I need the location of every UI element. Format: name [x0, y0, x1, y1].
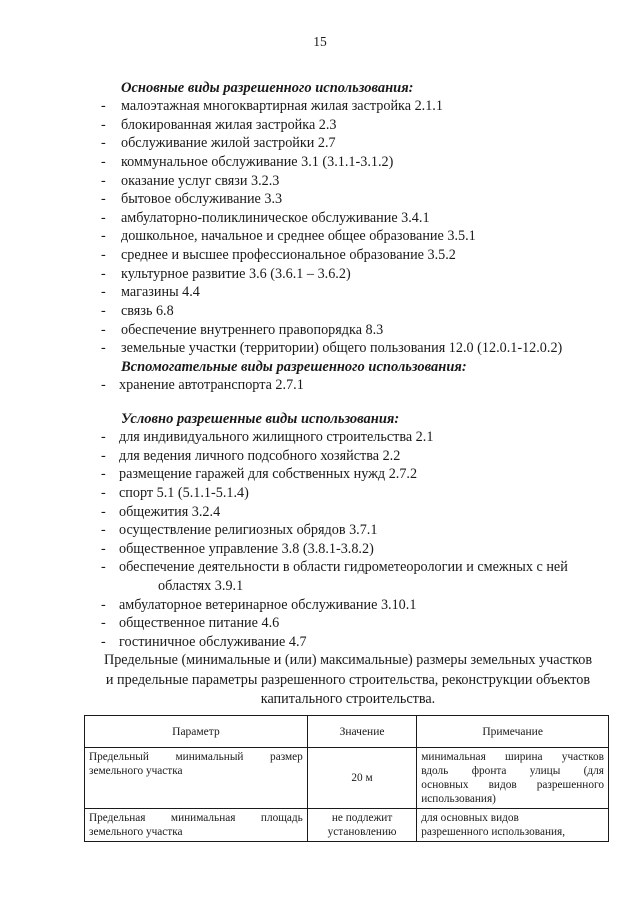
table-cell-note — [417, 748, 609, 809]
table-cell-value: 20 м — [307, 748, 416, 809]
cell-line: Предельный минимальный размер — [89, 751, 303, 763]
cell-line: земельного участка — [89, 826, 183, 838]
intro-line: и предельные параметры разрешенного строительства, реконструкции объектов — [105, 671, 591, 688]
table-header-row — [85, 716, 609, 748]
cell-line: основных видов разрешенного — [421, 779, 604, 791]
table-cell-note — [417, 809, 609, 842]
cell-line: вдоль фронта улицы (для — [421, 765, 604, 777]
table-row — [85, 748, 609, 809]
table-row — [85, 809, 609, 842]
table-cell-parameter — [85, 748, 308, 809]
column-header-parameter: Параметр — [85, 716, 308, 748]
column-header-note: Примечание — [417, 716, 609, 748]
cell-line: минимальная ширина участков — [421, 751, 604, 763]
cell-line: использования) — [421, 793, 496, 805]
cell-line: земельного участка — [89, 765, 183, 777]
table-cell-value — [307, 809, 416, 842]
table-intro — [84, 651, 612, 710]
cell-line: установлению — [327, 826, 397, 838]
main-uses-heading: Основные виды разрешенного использования: — [121, 80, 414, 96]
auxiliary-uses-heading: Вспомогательные виды разрешенного использования: — [121, 359, 467, 375]
cell-line: разрешенного использования, — [421, 826, 566, 838]
intro-line: Предельные (минимальные и (или) максимальные) размеры земельных участков — [103, 652, 593, 668]
cell-line: не подлежит — [331, 812, 393, 824]
table-cell-parameter — [85, 809, 308, 842]
column-header-value: Значение — [307, 716, 416, 748]
intro-line: капитального строительства. — [260, 691, 436, 707]
page-number: 15 — [313, 34, 327, 49]
cell-line: Предельная минимальная площадь — [89, 812, 303, 824]
parameters-table — [84, 715, 609, 842]
cell-line: для основных видов — [421, 812, 519, 824]
conditional-uses-heading: Условно разрешенные виды использования: — [121, 411, 400, 427]
